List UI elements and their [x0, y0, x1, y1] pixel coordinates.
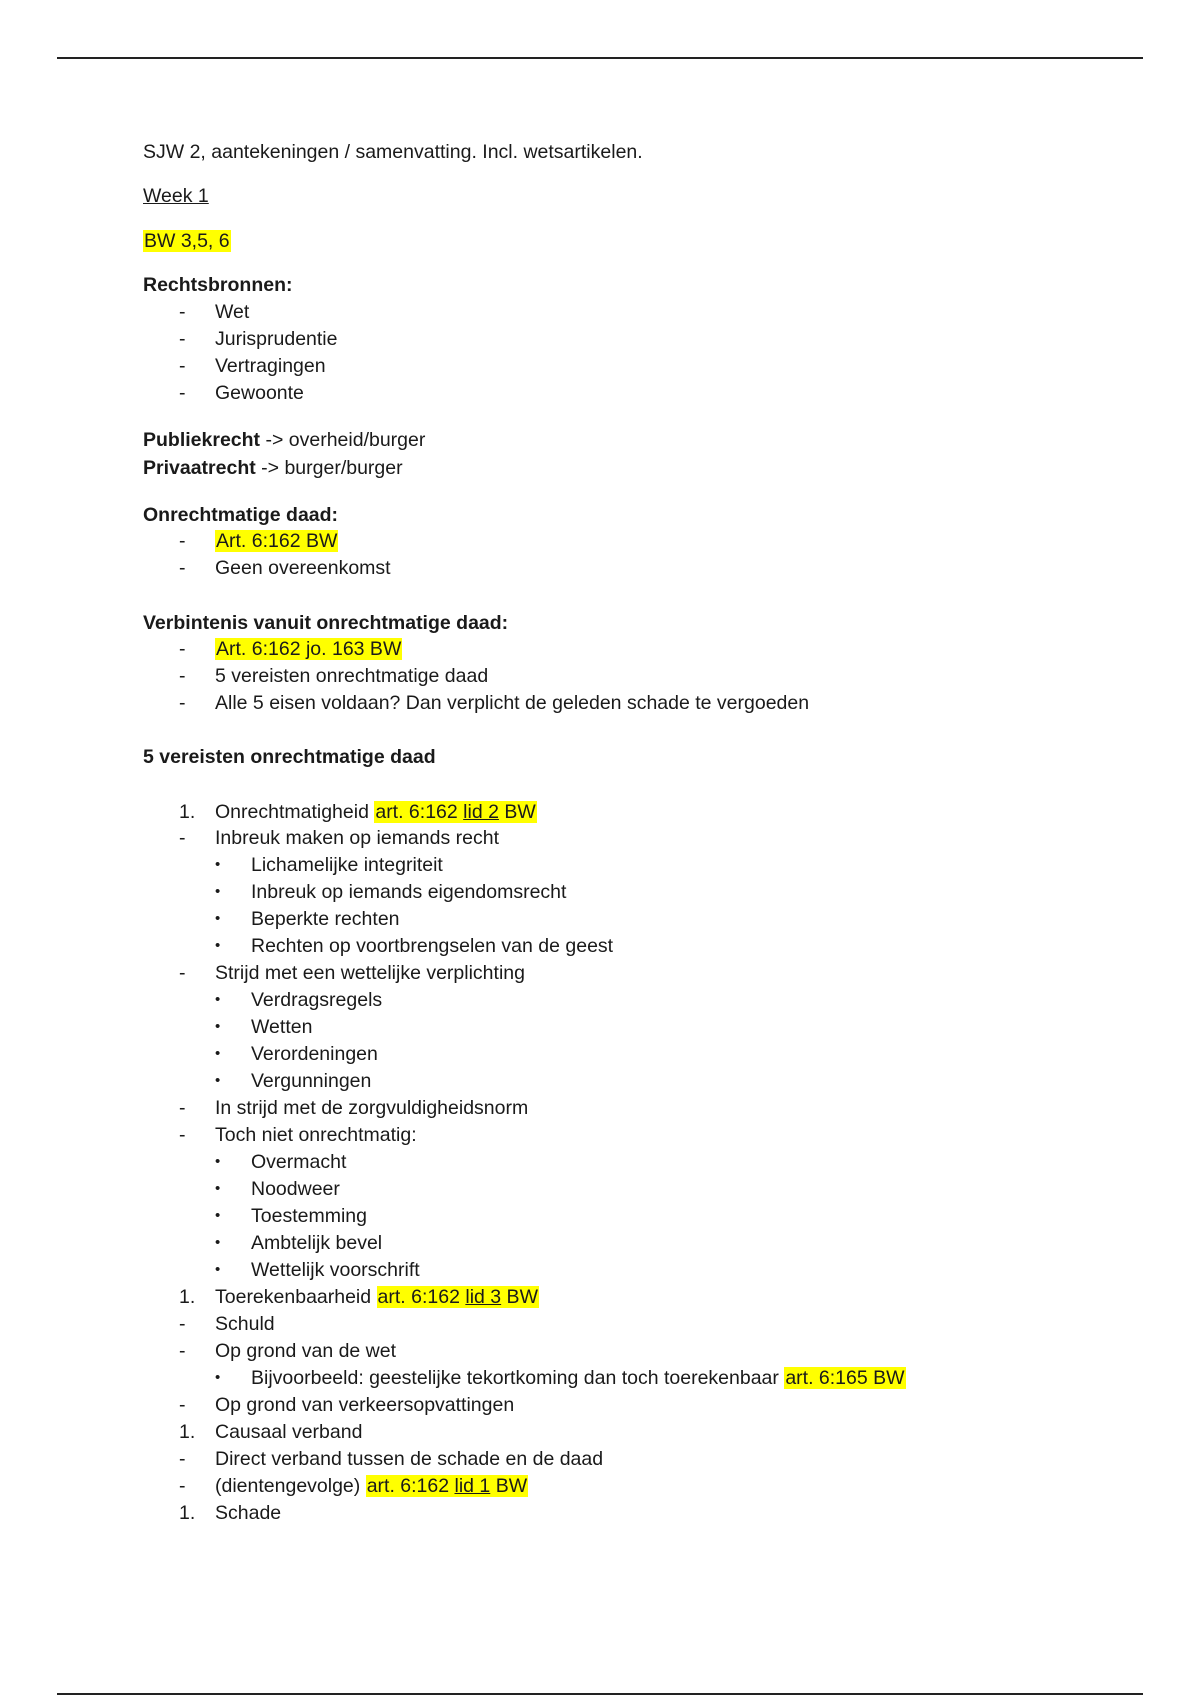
dash-marker: -: [179, 355, 186, 377]
privaatrecht-term: Privaatrecht: [143, 457, 256, 479]
onrechtmatigheid-item: [215, 800, 537, 824]
article-ref-suffix: BW: [490, 1475, 528, 1497]
list-item: Lichamelijke integriteit: [251, 854, 443, 876]
dash-marker: -: [179, 1124, 186, 1146]
list-item: Wettelijk voorschrift: [251, 1259, 420, 1281]
list-item: Jurisprudentie: [215, 328, 338, 350]
privaatrecht-desc: -> burger/burger: [255, 457, 403, 479]
dash-marker: -: [179, 1340, 186, 1362]
list-item: Gewoonte: [215, 382, 304, 404]
bullet-marker: •: [215, 1045, 221, 1062]
dash-marker: -: [179, 1313, 186, 1335]
list-item: Schuld: [215, 1313, 275, 1335]
number-marker: 1.: [179, 801, 196, 823]
schade-item: Schade: [215, 1502, 282, 1524]
list-item: Vergunningen: [251, 1070, 372, 1092]
privaatrecht-line: [143, 456, 403, 480]
week-heading: Week 1: [143, 185, 209, 207]
item-label: Toerekenbaarheid: [215, 1286, 377, 1308]
bullet-marker: •: [215, 910, 221, 927]
footer-rule: [57, 1693, 1143, 1695]
toerekenbaarheid-item: [215, 1285, 539, 1309]
list-item: In strijd met de zorgvuldigheidsnorm: [215, 1097, 529, 1119]
bullet-marker: •: [215, 1261, 221, 1278]
lid-ref: lid 3: [465, 1286, 502, 1308]
list-item: Verordeningen: [251, 1043, 378, 1065]
list-item: Alle 5 eisen voldaan? Dan verplicht de geleden schade te vergoeden: [215, 692, 810, 714]
list-item: Direct verband tussen de schade en de daad: [215, 1448, 604, 1470]
publiekrecht-line: [143, 428, 425, 452]
article-highlight: art. 6:165 BW: [785, 1367, 905, 1389]
list-item: Op grond van verkeersopvattingen: [215, 1394, 515, 1416]
bullet-marker: •: [215, 883, 221, 900]
bullet-marker: •: [215, 1153, 221, 1170]
bullet-marker: •: [215, 1234, 221, 1251]
bullet-marker: •: [215, 1207, 221, 1224]
bullet-marker: •: [215, 1369, 221, 1386]
article-highlight: Art. 6:162 BW: [216, 530, 338, 552]
list-item: [215, 1474, 528, 1498]
rechtsbronnen-heading: Rechtsbronnen:: [143, 274, 293, 296]
article-ref: art. 6:162: [366, 1475, 455, 1497]
list-item: Rechten op voortbrengselen van de geest: [251, 935, 614, 957]
dash-marker: -: [179, 301, 186, 323]
header-rule: [57, 57, 1143, 59]
article-highlight: Art. 6:162 jo. 163 BW: [216, 638, 402, 660]
publiekrecht-desc: -> overheid/burger: [260, 429, 426, 451]
article-ref: art. 6:162: [377, 1286, 466, 1308]
dash-marker: -: [179, 1097, 186, 1119]
list-item: Beperkte rechten: [251, 908, 400, 930]
list-item: Overmacht: [251, 1151, 347, 1173]
bullet-marker: •: [215, 991, 221, 1008]
lid-ref: lid 1: [454, 1475, 491, 1497]
verbintenis-heading: Verbintenis vanuit onrechtmatige daad:: [143, 612, 509, 634]
bullet-marker: •: [215, 937, 221, 954]
bullet-marker: •: [215, 1180, 221, 1197]
list-item: Verdragsregels: [251, 989, 383, 1011]
dash-marker: -: [179, 530, 186, 552]
article-highlight: [377, 1286, 539, 1308]
list-item: Wet: [215, 301, 250, 323]
list-item: 5 vereisten onrechtmatige daad: [215, 665, 489, 687]
list-item: Op grond van de wet: [215, 1340, 397, 1362]
article-ref: art. 6:162: [375, 801, 464, 823]
dash-marker: -: [179, 638, 186, 660]
publiekrecht-term: Publiekrecht: [143, 429, 261, 451]
list-item: Toestemming: [251, 1205, 367, 1227]
dash-marker: -: [179, 557, 186, 579]
dash-marker: -: [179, 692, 186, 714]
list-item: Noodweer: [251, 1178, 340, 1200]
dash-marker: -: [179, 1448, 186, 1470]
item-label: (dientengevolge): [215, 1475, 366, 1497]
article-highlight: [374, 801, 536, 823]
list-item: Vertragingen: [215, 355, 326, 377]
dash-marker: -: [179, 328, 186, 350]
example-text: Bijvoorbeeld: geestelijke tekortkoming dan toch toerekenbaar: [251, 1367, 785, 1389]
article-ref-suffix: BW: [501, 1286, 538, 1308]
document-title: SJW 2, aantekeningen / samenvatting. Incl. wetsartikelen.: [143, 141, 643, 163]
bullet-marker: •: [215, 1072, 221, 1089]
article-highlight: [366, 1475, 528, 1497]
vereisten-heading: 5 vereisten onrechtmatige daad: [143, 746, 436, 768]
article-ref-suffix: BW: [498, 801, 536, 823]
dash-marker: -: [179, 962, 186, 984]
list-item: Ambtelijk bevel: [251, 1232, 383, 1254]
list-item: Toch niet onrechtmatig:: [215, 1124, 417, 1146]
dash-marker: -: [179, 1394, 186, 1416]
list-item: Wetten: [251, 1016, 313, 1038]
number-marker: 1.: [179, 1421, 196, 1443]
item-label: Onrechtmatigheid: [215, 801, 375, 823]
dash-marker: -: [179, 665, 186, 687]
list-item: Strijd met een wettelijke verplichting: [215, 962, 525, 984]
bullet-marker: •: [215, 1018, 221, 1035]
lid-ref: lid 2: [463, 801, 499, 823]
books-highlight: BW 3,5, 6: [144, 230, 230, 252]
dash-marker: -: [179, 382, 186, 404]
dash-marker: -: [179, 827, 186, 849]
number-marker: 1.: [179, 1286, 196, 1308]
list-item: [251, 1366, 906, 1390]
dash-marker: -: [179, 1475, 186, 1497]
bullet-marker: •: [215, 856, 221, 873]
list-item: Inbreuk op iemands eigendomsrecht: [251, 881, 567, 903]
onrechtmatige-daad-heading: Onrechtmatige daad:: [143, 504, 339, 526]
list-item: Geen overeenkomst: [215, 557, 391, 579]
number-marker: 1.: [179, 1502, 196, 1524]
causaal-verband-item: Causaal verband: [215, 1421, 363, 1443]
list-item: Inbreuk maken op iemands recht: [215, 827, 499, 849]
